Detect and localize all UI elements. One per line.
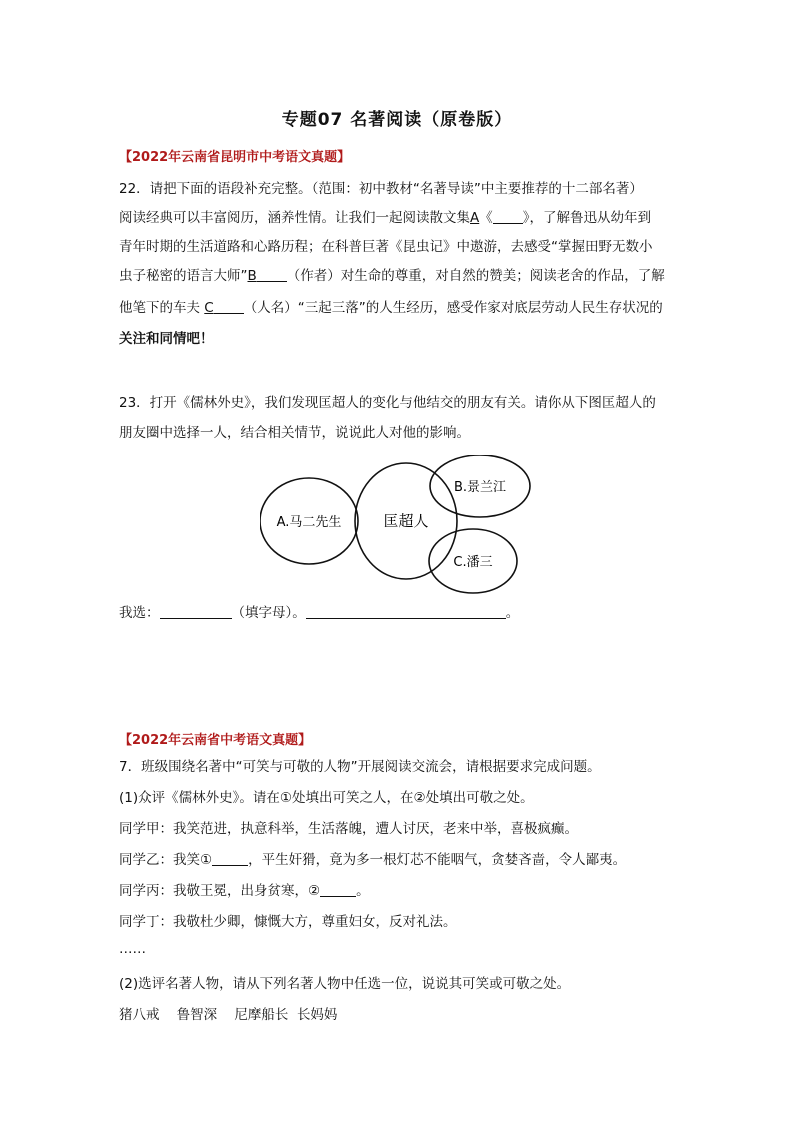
q22-text: 虫子秘密的语言大师”	[119, 268, 248, 284]
blank-1[interactable]	[212, 851, 248, 866]
q7-text: ，平生奸猾，竟为多一根灯芯不能咽气，贪婪吝啬，令人鄙夷。	[248, 852, 627, 868]
q7-text: 同学丙：我敬王冕，出身贫寒，②	[119, 883, 321, 899]
q22-line-2	[119, 209, 651, 227]
diagram-label-center: 匡超人	[383, 512, 429, 530]
q22-line-5	[119, 299, 663, 317]
blank-c[interactable]	[214, 299, 244, 314]
choice-blank[interactable]	[160, 604, 232, 619]
q7-text: 。	[356, 883, 370, 899]
friend-circle-diagram	[260, 455, 540, 600]
q22-text: 》，了解鲁迅从幼年到	[522, 210, 651, 226]
answer-hint: （填字母）。	[231, 605, 306, 621]
page-title: 专题07 名著阅读（原卷版）	[281, 110, 513, 130]
q7-line-2: (1)众评《儒林外史》。请在①处填出可笑之人，在②处填出可敬之处。	[119, 790, 534, 806]
q22-text: （人名）“三起三落”的人生经历，感受作家对底层劳动人民生存状况的	[243, 300, 663, 316]
character-name: 长妈妈	[296, 1007, 338, 1023]
q7-line-6: 同学丁：我敬杜少卿，慷慨大方，尊重妇女，反对礼法。	[119, 914, 457, 930]
blank-b[interactable]	[257, 267, 287, 282]
blank-2[interactable]	[320, 882, 356, 897]
q7-ellipsis: ……	[119, 941, 146, 957]
source-tag-yunnan: 【2022年云南省中考语文真题】	[119, 733, 312, 748]
q23-line-2: 朋友圈中选择一人，结合相关情节，说说此人对他的影响。	[119, 425, 470, 441]
diagram-label-c: C.潘三	[453, 555, 493, 570]
q22-line-6: 关注和同情吧！	[119, 331, 214, 347]
q23-answer-line	[119, 604, 519, 622]
q7-line-8: (2)选评名著人物，请从下列名著人物中任选一位，说说其可笑或可敬之处。	[119, 976, 571, 992]
blank-a[interactable]	[493, 209, 523, 224]
q7-line-3: 同学甲：我笑范进，执意科举，生活落魄，遭人讨厌，老来中举，喜极疯癫。	[119, 821, 578, 837]
q22-line-4	[119, 267, 665, 285]
q7-line-1: 7．班级围绕名著中“可笑与可敬的人物”开展阅读交流会，请根据要求完成问题。	[119, 759, 601, 775]
character-name: 尼摩船长	[234, 1007, 289, 1023]
source-tag-kunming: 【2022年云南省昆明市中考语文真题】	[119, 150, 351, 165]
character-name: 鲁智深	[176, 1007, 218, 1023]
q22-line-3: 青年时期的生活道路和心路历程；在科普巨著《昆虫记》中遨游，去感受“掌握田野无数小	[119, 239, 653, 255]
answer-prompt: 我选：	[119, 605, 160, 621]
answer-end: 。	[505, 605, 520, 621]
q7-line-4	[119, 851, 626, 869]
q23-line-1: 23．打开《儒林外史》，我们发现匡超人的变化与他结交的朋友有关。请你从下图匡超人的	[119, 395, 656, 411]
blank-label-a: A	[470, 210, 480, 226]
q22-line-1: 22．请把下面的语段补充完整。（范围：初中教材“名著导读”中主要推荐的十二部名著）	[119, 181, 643, 197]
q7-line-5	[119, 882, 370, 900]
q7-text: 同学乙：我笑①	[119, 852, 213, 868]
q22-text: （作者）对生命的尊重，对自然的赞美；阅读老舍的作品，了解	[286, 268, 665, 284]
diagram-label-a: A.马二先生	[276, 515, 342, 530]
character-name: 猪八戒	[119, 1007, 160, 1023]
q22-text: 他笔下的车夫	[119, 300, 205, 316]
blank-label-b: B	[247, 268, 257, 284]
q22-text: 阅读经典可以丰富阅历，涵养性情。让我们一起阅读散文集	[119, 210, 470, 226]
blank-label-c: C	[204, 300, 214, 316]
diagram-label-b: B.景兰江	[453, 480, 507, 495]
reason-blank[interactable]	[306, 604, 506, 619]
q22-text: 《	[479, 210, 493, 226]
character-list	[119, 1006, 337, 1024]
